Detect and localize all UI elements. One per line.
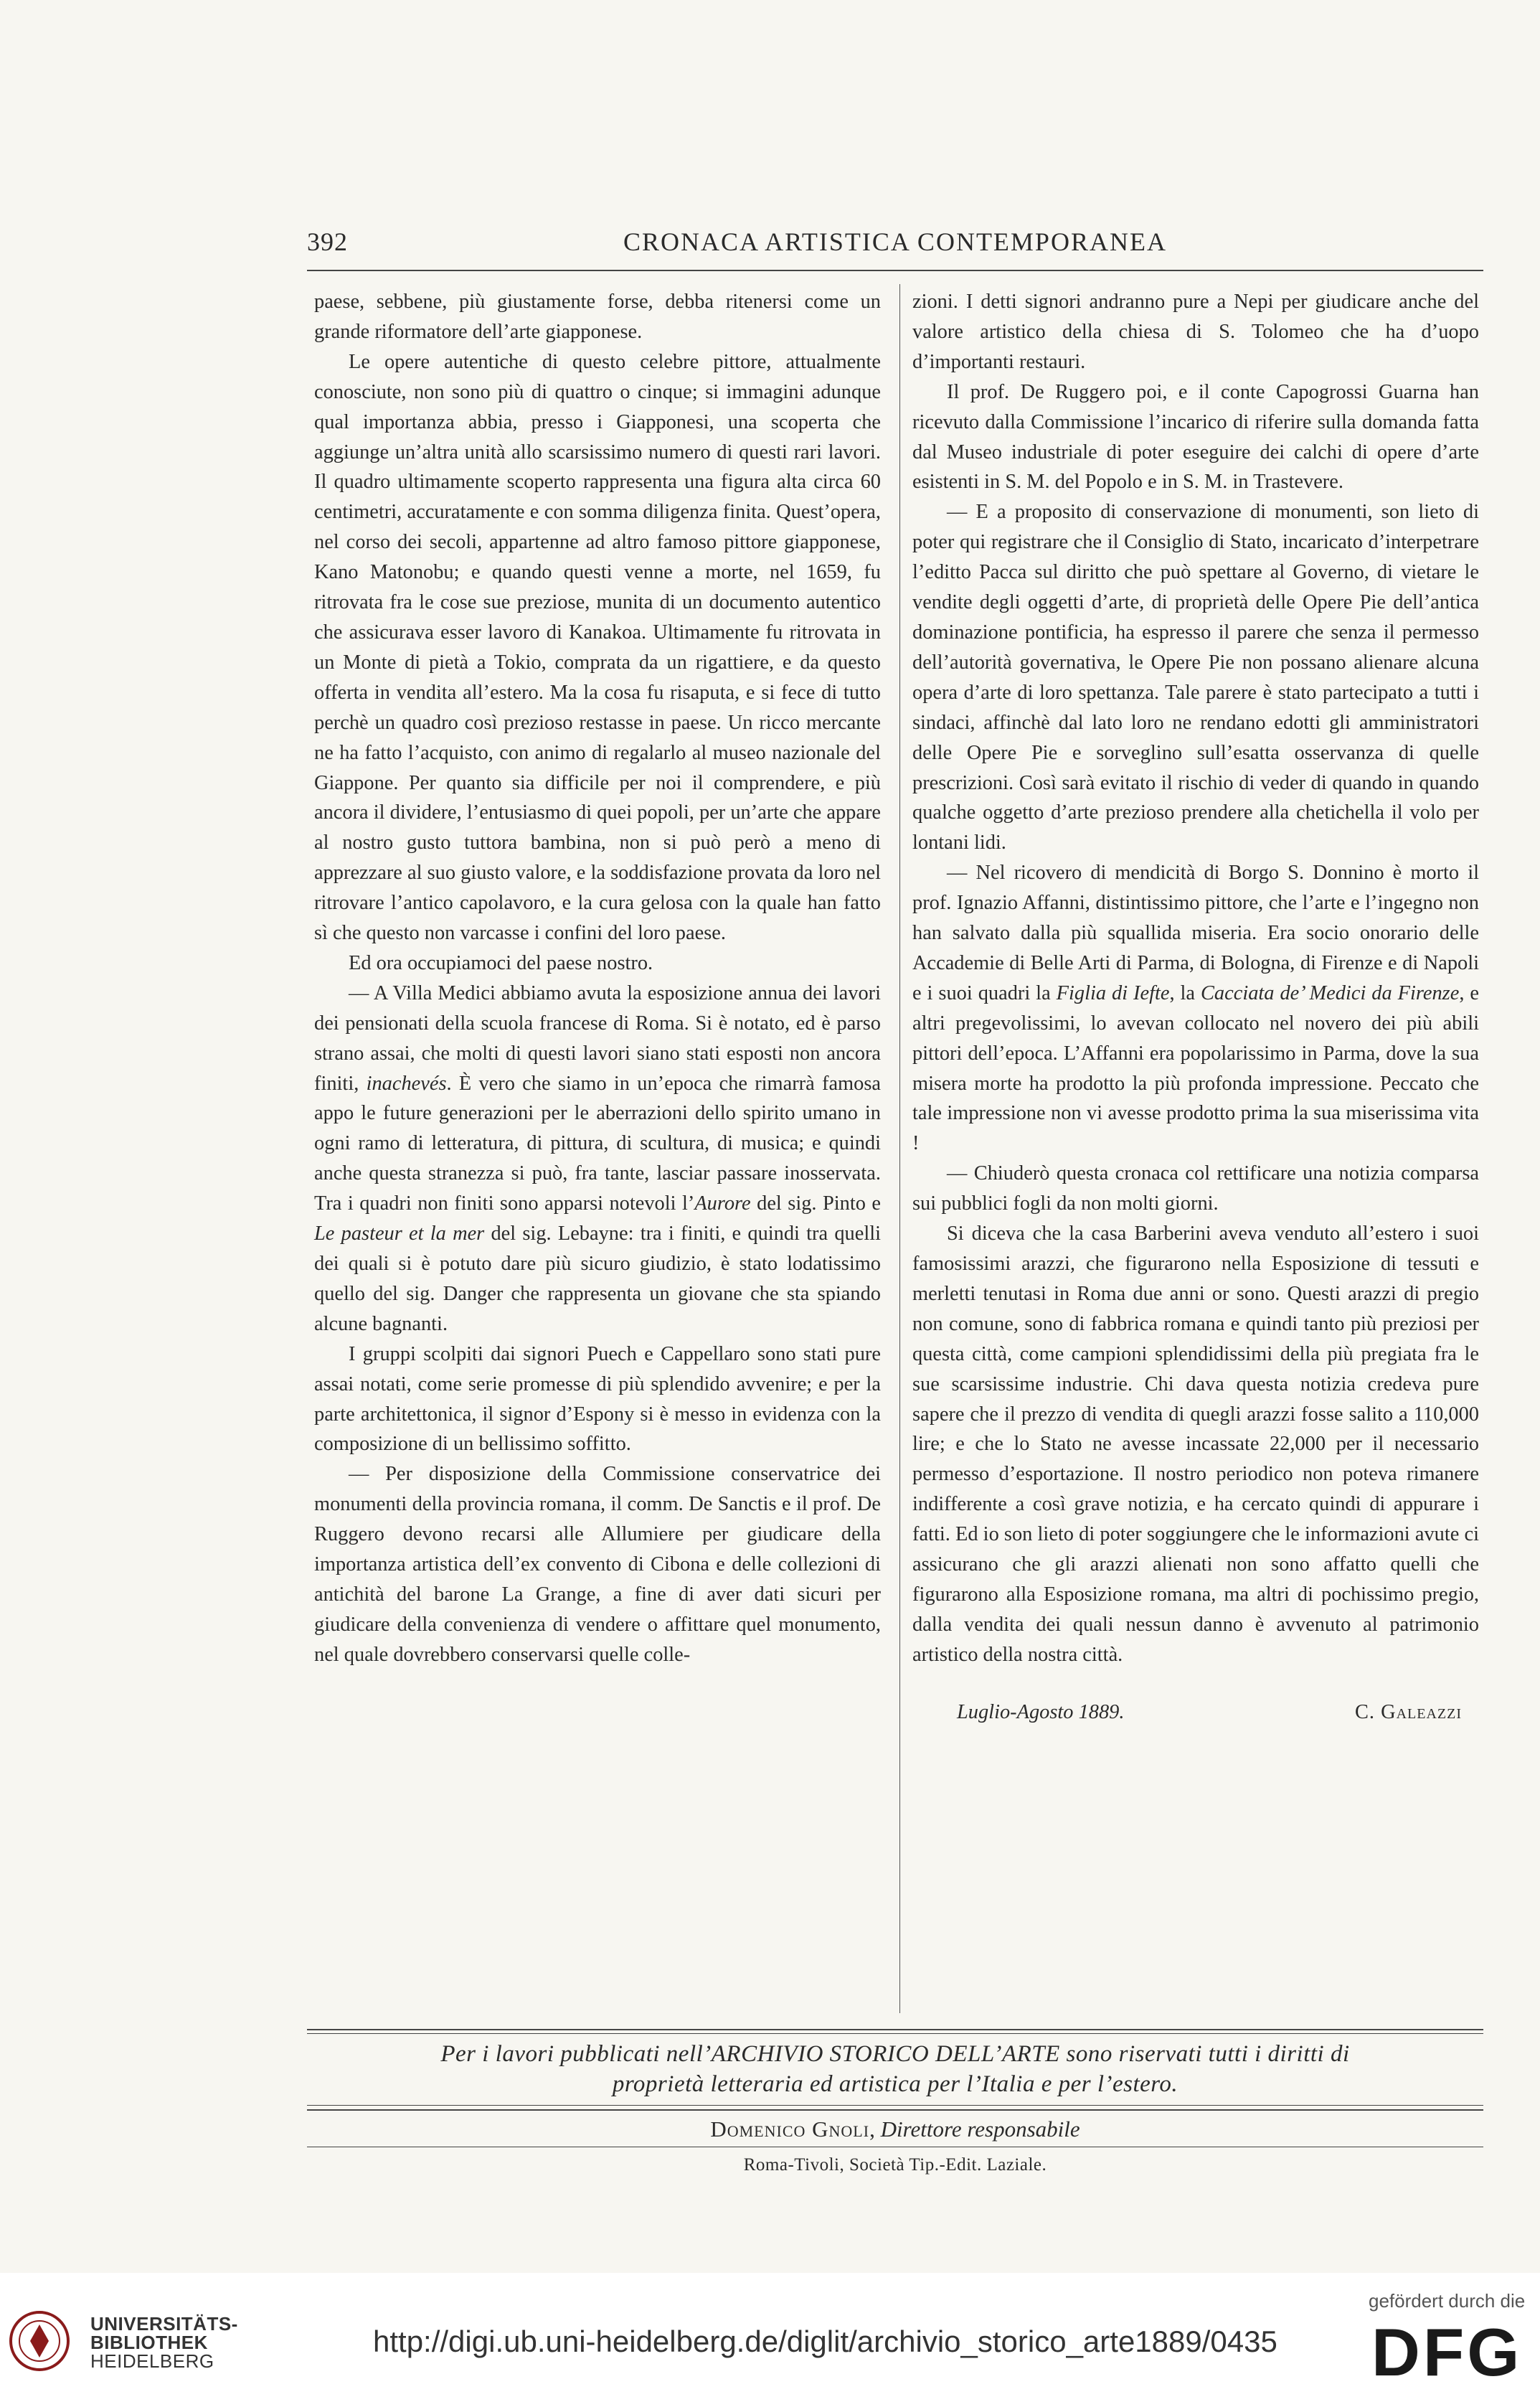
director-name: Domenico Gnoli [710,2116,870,2142]
running-head: CRONACA ARTISTICA CONTEMPORANEA [623,227,1167,256]
printer-imprint: Roma-Tivoli, Società Tip.-Edit. Laziale. [743,2155,1047,2175]
paragraph: — Nel ricovero di mendicità di Borgo S. Donnino è morto il prof. Ignazio Affanni, distintissimo pittore, che l’arte e l’ingegno non han salvato dalla più squallida miseria. Era socio onorario delle Accademie di Belle Arti di Parma, di Bologna, di Firenze e di Napoli e i suoi quadri la Figlia di Iefte, la Cacciata de’ Medici da Firenze, e altri pregevolissimi, lo avevan collocato nel novero dei più abili pittori dell’epoca. L’Affanni era popolarissimo in Parma, dove la sua misera morte ha prodotto la più profonda impressione. Peccato che tale impressione non vi avesse prodotto prima la sua miserissima vita ! [912,862,1480,1155]
paragraph: paese, sebbene, più giustamente forse, debba ritenersi come un grande riformatore dell’arte giapponese. [314,291,881,343]
signature-line [912,1697,1479,1728]
rights-line: Per i lavori pubblicati nell’ARCHIVIO STORICO DELL’ARTE sono riservati tutti i diritti di [440,2041,1350,2067]
page-header [307,227,1483,270]
paragraph: Le opere autentiche di questo celebre pittore, attualmente conosciute, non sono più di quattro o cinque; si immagini adunque qual importanza abbia, presso i Giapponesi, una scoperta che aggiunge un’altra unità allo scarsissimo numero di questi rari lavori. Il quadro ultimamente scoperto rappresenta una figura alta circa 60 centimetri, accuratamente e con somma diligenza finita. Quest’opera, nel corso dei secoli, appartenne ad altro famoso pittore giapponese, Kano Matonobu; e quando questi venne a morte, nel 1659, fu ritrovata fra le cose sue preziose, munita di un documento autentico che assicurava esser lavoro di Kanakoa. Ultimamente fu ritrovata in un Monte di pietà a Tokio, comprata da un rigattiere, e da questo offerta in vendita all’estero. Ma la cosa fu risaputa, e si fece di tutto perchè un quadro così prezioso restasse in paese. Un ricco mercante ne ha fatto l’acquisto, con animo di regalarlo al museo nazionale del Giappone. Per quanto sia difficile per noi il comprendere, e più ancora il dividere, l’entusiasmo di quei popoli, per un’arte che appare al nostro gusto tuttora bambina, non si può però a meno di apprezzare al suo giusto valore, e la soddisfazione provata da loro nel ritrovare l’antico capolavoro, e la cura gelosa con la quale han fatto sì che questo non varcasse i confini del loro paese. [314,350,881,945]
footer-rule [307,2109,1483,2111]
italic-title: Aurore [694,1192,751,1215]
dfg-logo: DFG [1371,2314,1523,2390]
header-rule [307,270,1483,271]
paragraph: — Per disposizione della Commissione conservatrice dei monumenti della provincia romana, il comm. De Sanctis e il prof. De Ruggero devono recarsi alle Allumiere per giudicare della importanza artistica dell’ex convento di Cibona e delle collezioni di antichità del barone La Grange, a fine di aver dati sicuri per giudicare della convenienza di vendere o affittare quel monumento, nel quale dovrebbero conservarsi quelle colle- [314,1463,881,1666]
rights-line: proprietà letteraria ed artistica per l’Italia e per l’estero. [612,2071,1178,2097]
author-signature: C. Galeazzi [1354,1700,1462,1723]
right-column [912,287,1479,1728]
date: Luglio-Agosto 1889. [957,1700,1125,1723]
paragraph: — E a proposito di conservazione di monumenti, son lieto di poter qui registrare che il Consiglio di Stato, incaricato d’interpetrare l’editto Pacca sul diritto che può spettare al Governo, di vietare le vendite degli oggetti d’arte, di proprietà delle Opere Pie dell’antica dominazione pontificia, ha espresso il parere che senza il permesso dell’autorità governativa, le Opere Pie non possano alienare alcuna opera d’arte di loro spettanza. Tale parere è stato partecipato a tutti i sindaci, affinchè dal lato loro ne rendano edotti gli amministratori delle Opere Pie e sorveglino sull’esatta osservanza di quelle prescrizioni. Così sarà evitato il rischio di veder di quando in quando qualche oggetto d’arte prezioso prendere alla chetichella il volo per lontani lidi. [912,501,1479,854]
director-role: Direttore responsabile [880,2116,1080,2142]
paragraph: — Chiuderò questa cronaca col rettificare una notizia comparsa sui pubblici fogli da non molti giorni. [912,1162,1479,1215]
italic-title: Figlia di Iefte [1056,981,1170,1004]
paragraph: Si diceva che la casa Barberini aveva venduto all’estero i suoi famosissimi arazzi, che figurarono nella Esposizione di tessuti e merletti tenutasi in Roma due anni or sono. Questi arazzi di pregio non comune, sono di fabbrica romana e quindi tanto più preziosi per questa città, come campioni splendidissimi della più pregiata fra le sue scarsissime industrie. Chi dava questa notizia credeva pure sapere che il prezzo di vendita di quegli arazzi fosse salito a 110,000 lire; e che lo Stato ne avesse incassate 22,000 per il necessario permesso d’esportazione. Il nostro periodico non poteva rimanere indifferente a così grave notizia, e ha cercato quindi di appurare i fatti. Ed io son lieto di poter soggiungere che le informazioni avute ci assicurano che gli arazzi alienati non sono affatto quelli che figurarono alla Esposizione romana, ma altri di pochissimo pregio, dalla vendita dei quali nessun danno è avvenuto al patrimonio artistico della nostra città. [912,1223,1479,1666]
footer-rule [307,2033,1483,2034]
paragraph: zioni. I detti signori andranno pure a Nepi per giudicare anche del valore artistico della chiesa di S. Tolomeo che ha d’uopo d’importanti restauri. [912,291,1479,373]
footer-rule [307,2029,1483,2030]
page-number: 392 [307,227,348,256]
funded-by-label: gefördert durch die [1369,2290,1526,2312]
paragraph: Il prof. De Ruggero poi, e il conte Capogrossi Guarna han ricevuto dalla Commissione l’incarico di riferire sulla domanda fatta dal Museo industriale di poter eseguire dei calchi di opere d’arte esistenti in S. M. del Popolo e in S. M. in Trastevere. [912,380,1479,494]
italic-title: Cacciata de’ Medici da Firenze [1201,981,1460,1004]
paragraph: Ed ora occupiamoci del paese nostro. [349,951,653,974]
footer-rule [307,2105,1483,2106]
paragraph: — A Villa Medici abbiamo avuta la esposizione annua dei lavori dei pensionati della scuola francese di Roma. Si è notato, ed è parso strano assai, che molti di questi lavori siano stati esposti non ancora finiti, inachevés. È vero che siamo in un’epoca che rimarrà famosa appo le future generazioni per le aberrazioni dello spirito umano in ogni ramo di letteratura, di pittura, di scultura, di musica; e quindi anche questa stranezza si può, fra tante, lasciar passare inosservata. Tra i quadri non finiti sono apparsi notevoli l’Aurore del sig. Pinto e Le pasteur et la mer del sig. Lebayne: tra i finiti, e quindi tra quelli dei quali si è potuto dare più sicuro giudizio, è stato lodatissimo quello del sig. Danger che rappresenta un giovane che sta spiando alcune bagnanti. [314,981,881,1335]
left-column [314,287,881,1670]
director-line: Domenico Gnoli, Direttore responsabile [710,2116,1080,2142]
italic-title: Le pasteur et la mer [314,1223,485,1245]
library-name: UNIVERSITÄTS- BIBLIOTHEK HEIDELBERG [90,2313,238,2372]
permalink[interactable]: http://digi.ub.uni-heidelberg.de/diglit/archivio_storico_arte1889/0435 [373,2324,1277,2358]
rights-notice [307,2039,1483,2099]
university-seal-icon [7,2309,72,2373]
paragraph: I gruppi scolpiti dai signori Puech e Cappellaro sono stati pure assai notati, come serie promesse di più splendido avvenire; e per la parte architettonica, il signor d’Espony si è messo in evidenza con la composizione di un bellissimo soffitto. [314,1342,881,1456]
column-divider [899,284,900,2013]
italic-title: inachevés [366,1072,447,1095]
